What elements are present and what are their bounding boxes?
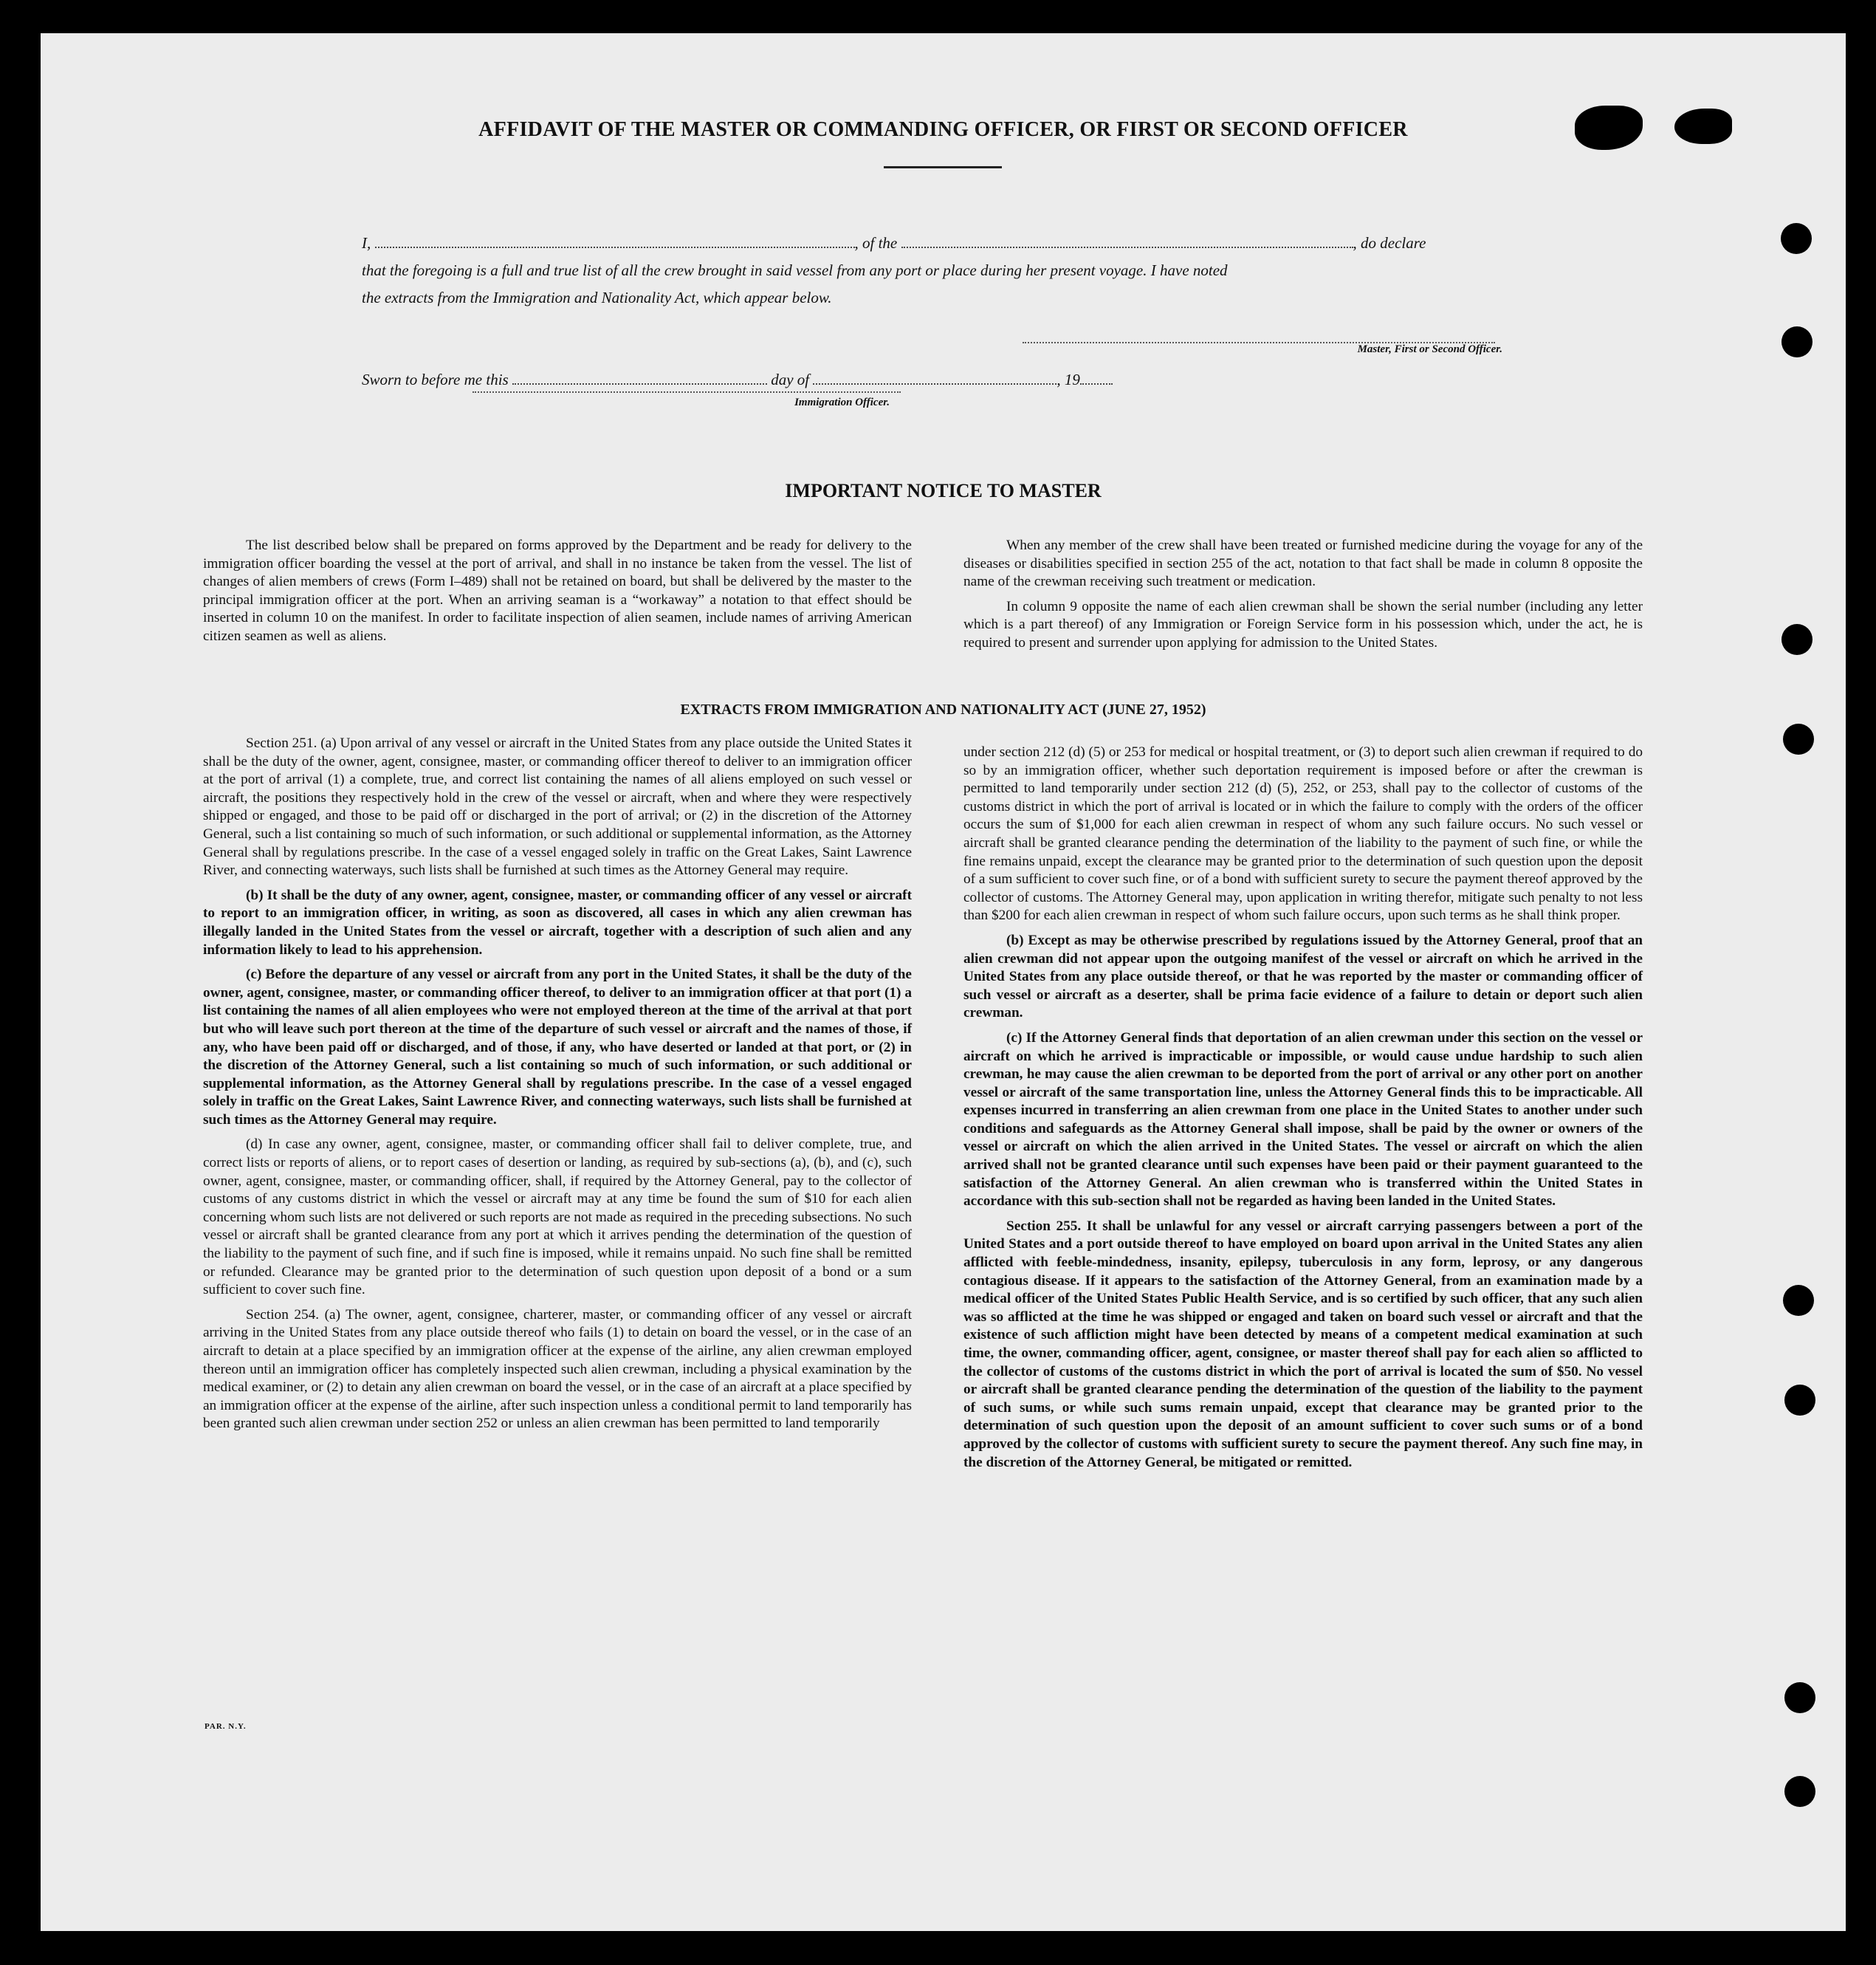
sworn-line	[362, 366, 1558, 394]
document-page	[41, 33, 1846, 1931]
sworn-year-field[interactable]	[1080, 370, 1113, 385]
immigration-officer-caption: Immigration Officer.	[794, 397, 890, 408]
title-rule	[884, 166, 1002, 168]
printer-mark: PAR. N.Y.	[205, 1722, 247, 1731]
ink-blot-left	[1575, 106, 1643, 150]
ink-blot-right	[1674, 109, 1732, 144]
punch-hole	[1781, 326, 1813, 357]
affidavit-title: AFFIDAVIT OF THE MASTER OR COMMANDING OFFICER, OR FIRST OR SECOND OFFICER	[478, 118, 1408, 141]
punch-hole	[1784, 1682, 1815, 1713]
declaration-line-3: the extracts from the Immigration and Nationality Act, which appear below.	[362, 289, 832, 306]
master-signature-caption: Master, First or Second Officer.	[1357, 343, 1502, 355]
punch-hole	[1781, 223, 1812, 254]
sworn-year-prefix: , 19	[1056, 371, 1080, 388]
section-251-d: (d) In case any owner, agent, consignee, master, or commanding officer shall fail to deliver complete, true, and correct lists or reports of aliens, or to report cases of desertion or landing, as required by sub-sections (a), (b), and (c), such owner, agent, consignee, master, or commanding officer, shall, if required by the Attorney General, pay to the collector of customs of any customs district in which the vessel or aircraft may at any time be found the sum of $10 for each alien concerning whom such lists are not delivered or such reports are not made as required in the preceding subsections. No such vessel or aircraft shall be granted clearance from any port at which it arrives pending the determination of the question of the liability to the payment of such fine, and if such fine is imposed, while it remains unpaid. No such fine shall be remitted or refunded. Clearance may be granted prior to the determination of such question upon deposit of a bond or a sum sufficient to cover such fine.	[203, 1136, 912, 1298]
notice-left-paragraph: The list described below shall be prepared on forms approved by the Department and be ready for delivery to the immigration officer boarding the vessel at the port of arrival, and shall in no instance be taken from the vessel. The list of changes of alien members of crews (Form I–489) shall not be retained on board, but shall be delivered by the master to the principal immigration officer at the port. When an arriving seaman is a “workaway” a notation to that effect should be inserted in column 10 on the manifest. In order to facilitate inspection of alien seamen, include names of arriving American citizen seamen as well as aliens.	[203, 538, 912, 644]
declaration-of-the: , of the	[854, 234, 898, 252]
section-254-b: (b) Except as may be otherwise prescribed by regulations issued by the Attorney General, proof that an alien crewman did not appear upon the outgoing manifest of the vessel or aircraft on which he arrived in the United States from any place outside thereof, or that he was reported by the master or commanding officer of such vessel or aircraft as a deserter, shall be prima facie evidence of a failure to detain or deport such alien crewman.	[963, 932, 1643, 1021]
extracts-right-column	[963, 744, 1643, 1472]
immigration-officer-signature-line[interactable]	[473, 391, 901, 393]
extracts-title: EXTRACTS FROM IMMIGRATION AND NATIONALITY ACT (JUNE 27, 1952)	[680, 702, 1206, 718]
section-251-c: (c) Before the departure of any vessel or aircraft from any port in the United States, it shall be the duty of the owner, agent, consignee, master, or commanding officer thereof, to deliver to an immigration officer at that port (1) a list containing the names of all alien employees who were not employed thereon at the time of the arrival at that port but who will leave such port thereon at the time of the departure of such vessel or aircraft and the names of those, if any, who have been paid off or discharged, and of those, if any, who have deserted or landed at that port, or (2) in the discretion of the Attorney General, such a list containing so much of such information, or such additional or supplemental information, as the Attorney General shall by regulations prescribe. In the case of a vessel engaged solely in traffic on the Great Lakes, Saint Lawrence River, and connecting waterways, such lists shall be furnished at such times as the Attorney General may require.	[203, 967, 912, 1128]
name-field[interactable]	[375, 233, 855, 248]
declaration-do-declare: , do declare	[1353, 234, 1426, 252]
notice-left-column	[203, 537, 912, 646]
section-254-a-continued: under section 212 (d) (5) or 253 for medical or hospital treatment, or (3) to deport such alien crewman if required to do so by an immigration officer, whether such deportation requirement is imposed before or after the crewman is permitted to land temporarily under section 212 (d) (5), 252, or 253, shall pay to the collector of customs of the customs district in which the port of arrival is located or in which the failure to comply with the orders of the officer occurs the sum of $1,000 for each alien crewman in respect of whom any such failure occurs. No such vessel or aircraft shall be granted clearance pending the determination of the liability to the payment of such fine, or while the fine remains unpaid, except the clearance may be granted prior to the determination of such question upon the deposit of a sum sufficient to cover such fine, or of a bond with sufficient surety to secure the payment thereof approved by the collector of customs. The Attorney General may, upon application in writing therefor, mitigate such penalty to not less than $200 for each alien crewman in respect of whom such failure occurs, upon such terms as he shall think proper.	[963, 744, 1643, 924]
sworn-day-field[interactable]	[512, 370, 767, 385]
section-255: Section 255. It shall be unlawful for any vessel or aircraft carrying passengers between a port of the United States and a port outside thereof to have employed on board upon arrival in the United States any alien afflicted with feeble-mindedness, insanity, epilepsy, tuberculosis in any form, leprosy, or any dangerous contagious disease. If it appears to the satisfaction of the Attorney General, from an examination made by a medical officer of the United States Public Health Service, and is so certified by such officer, that any such alien was so afflicted at the time he was shipped or engaged and taken on board such vessel or aircraft and that the existence of such affliction might have been detected by means of a competent medical examination at such time, the owner, commanding officer, agent, consignee, or master thereof shall pay for each alien so afflicted to the collector of customs of the customs district in which the port of arrival is located the sum of $50. No vessel or aircraft shall be granted clearance pending the determination of the question of the liability to the payment of such sums, or while such sums remain unpaid, except that clearance may be granted prior to the determination of such question upon the deposit of an amount sufficient to cover such sums or of a bond approved by the collector of customs with sufficient surety to secure the payment thereof. Any such fine may, in the discretion of the Attorney General, be mitigated or remitted.	[963, 1218, 1643, 1470]
declaration-i: I,	[362, 234, 371, 252]
punch-hole	[1783, 1285, 1814, 1316]
section-254-c: (c) If the Attorney General finds that deportation of an alien crewman under this section on the vessel or aircraft on which he arrived is impracticable or impossible, or would cause undue hardship to such alien crewman, he may cause the alien crewman to be deported from the port of arrival or any other port on another vessel or aircraft of the same transportation line, unless the Attorney General finds this to be impracticable. All expenses incurred in transferring an alien crewman from one place in the United States to another under such conditions and safeguards as the Attorney General shall impose, shall be paid by the owner or owners of the vessel or aircraft on which the alien arrived in the United States. The vessel or aircraft on which the alien arrived shall not be granted clearance until such expenses have been paid or their payment guaranteed to the satisfaction of the Attorney General. An alien crewman who is transferred within the United States in accordance with this sub-section shall not be regarded as having been landed in the United States.	[963, 1029, 1643, 1210]
declaration-line-2: that the foregoing is a full and true list of all the crew brought in said vessel from any port or place during her present voyage. I have noted	[362, 261, 1228, 279]
extracts-left-column	[203, 735, 912, 1433]
notice-title: IMPORTANT NOTICE TO MASTER	[785, 480, 1102, 501]
notice-right-paragraph-2: In column 9 opposite the name of each alien crewman shall be shown the serial number (including any letter which is a part thereof) of any Immigration or Foreign Service form in his possession which, under the act, he is required to present and surrender upon applying for admission to the United States.	[963, 598, 1643, 651]
declaration-line-1	[362, 229, 1558, 257]
punch-hole	[1784, 1385, 1815, 1416]
notice-right-paragraph-1: When any member of the crew shall have been treated or furnished medicine during the voyage for any of the diseases or disabilities specified in section 255 of the act, notation to that fact shall be made in column 8 opposite the name of the crewman receiving such treatment or medication.	[963, 538, 1643, 590]
sworn-day-of: day of	[771, 371, 810, 388]
section-251-b: (b) It shall be the duty of any owner, agent, consignee, master, or commanding officer of any vessel or aircraft to report to an immigration officer, in writing, as soon as discovered, all cases in which any alien crewman has illegally landed in the United States from the vessel or aircraft, together with a description of such alien and any information likely to lead to his apprehension.	[203, 887, 912, 958]
notice-right-column	[963, 537, 1643, 653]
sworn-lead: Sworn to before me this	[362, 371, 509, 388]
punch-hole	[1784, 1776, 1815, 1807]
punch-hole	[1781, 624, 1813, 655]
section-254-a: Section 254. (a) The owner, agent, consignee, charterer, master, or commanding officer of any vessel or aircraft arriving in the United States from any place outside thereof who fails (1) to detain on board the vessel, or in the case of an aircraft to detain at a place specified by an immigration officer at the expense of the airline, any alien crewman employed thereon until an immigration officer has completely inspected such alien crewman, including a physical examination by the medical examiner, or (2) to detain any alien crewman on board the vessel, or in the case of an aircraft at a place specified by an immigration officer at the expense of the airline, after such inspection unless a conditional permit to land temporarily has been granted such alien crewman under section 252 or unless an alien crewman has been permitted to land temporarily	[203, 1306, 912, 1432]
section-251-a: Section 251. (a) Upon arrival of any vessel or aircraft in the United States from any place outside the United States it shall be the duty of the owner, agent, consignee, master, or commanding officer thereof to deliver to an immigration officer at the port of arrival (1) a complete, true, and correct list containing the names of all aliens employed on such vessel or aircraft, the positions they respectively hold in the crew of the vessel or aircraft, when and where they were respectively shipped or engaged, and those to be paid off or discharged in the port of arrival; or (2) in the discretion of the Attorney General, such a list containing so much of such information, or such additional or supplemental information, as the Attorney General shall by regulations prescribe. In the case of a vessel engaged solely in traffic on the Great Lakes, Saint Lawrence River, and connecting waterways, such lists shall be furnished at such times as the Attorney General may require.	[203, 735, 912, 879]
sworn-month-field[interactable]	[813, 370, 1056, 385]
vessel-field[interactable]	[901, 233, 1353, 248]
punch-hole	[1783, 724, 1814, 755]
